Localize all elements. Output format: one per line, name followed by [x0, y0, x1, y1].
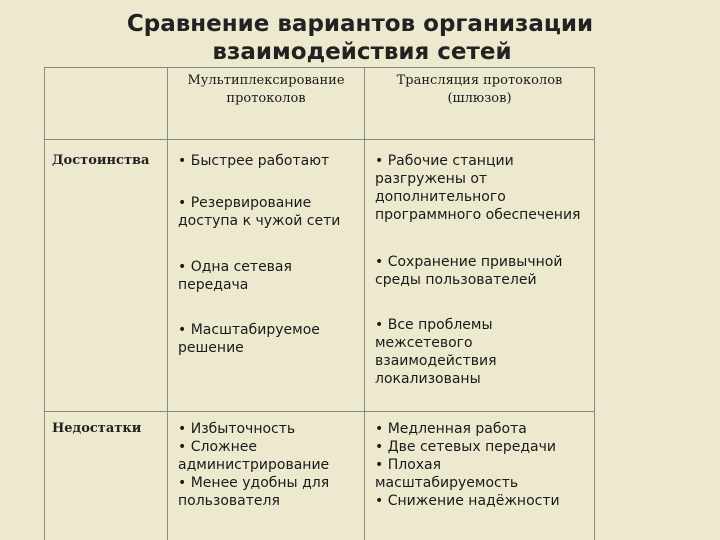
list-item: • Избыточность	[178, 420, 363, 438]
table-border-top	[44, 67, 595, 68]
table-header-translation: Трансляция протоколов (шлюзов)	[396, 73, 563, 106]
table-divider-col2	[364, 67, 365, 540]
list-item: • Две сетевых передачи	[375, 438, 593, 456]
list-item: • Плохая масштабируемость	[375, 456, 593, 492]
list-item: • Менее удобны для пользователя	[178, 474, 363, 510]
list-item: • Одна сетевая передача	[178, 258, 363, 294]
list-item: • Быстрее работают	[178, 152, 363, 170]
disadvantages-col2	[375, 420, 593, 510]
disadvantages-col1	[178, 420, 363, 510]
list-item: • Сохранение привычной среды пользователей	[375, 253, 593, 289]
table-row-divider	[44, 411, 595, 412]
slide-title	[0, 10, 720, 66]
slide-title-line-1: Сравнение вариантов организации	[126, 11, 594, 37]
list-item: • Медленная работа	[375, 420, 593, 438]
table-header-multiplexing: Мультиплексирование протоколов	[187, 73, 345, 106]
row-label-disadvantages: Недостатки	[52, 421, 142, 436]
slide-title-line-2: взаимодействия сетей	[212, 39, 512, 65]
row-label-advantages: Достоинства	[52, 153, 150, 168]
list-item: • Сложнее администрирование	[178, 438, 363, 474]
table-border-right	[594, 67, 595, 540]
list-item: • Все проблемы межсетевого взаимодействия локализованы	[375, 316, 593, 388]
list-item: • Рабочие станции разгружены от дополнительного программного обеспечения	[375, 152, 593, 224]
list-item: • Резервирование доступа к чужой сети	[178, 194, 363, 230]
list-item: • Снижение надёжности	[375, 492, 593, 510]
list-item: • Масштабируемое решение	[178, 321, 363, 357]
table-header-divider	[44, 139, 595, 140]
table-border-left	[44, 67, 45, 540]
table-divider-col1	[167, 67, 168, 540]
